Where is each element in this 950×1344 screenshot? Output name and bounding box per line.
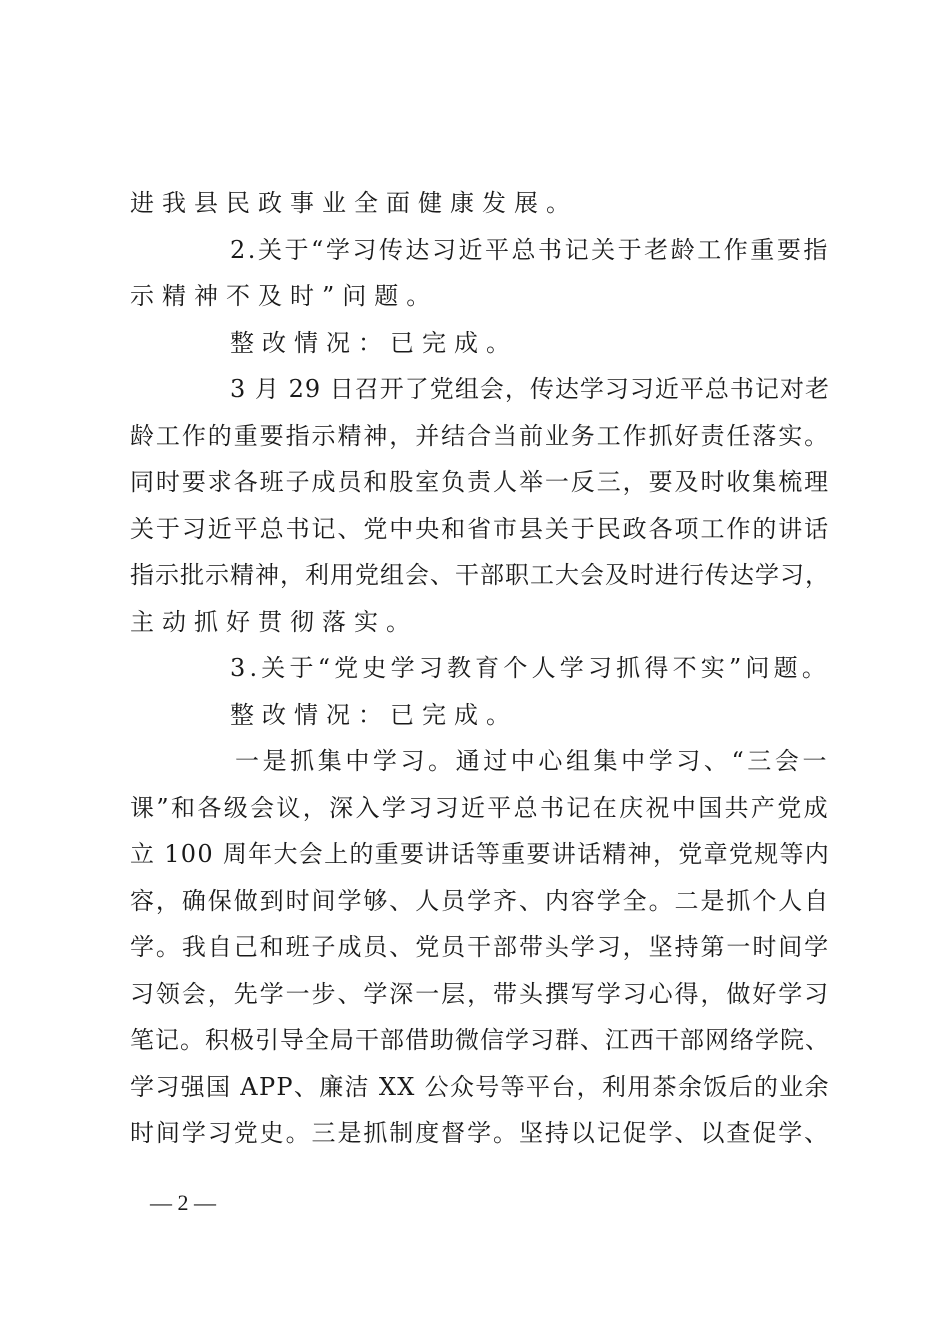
text-line: 学习强国 APP、廉洁 XX 公众号等平台，利用茶余饭后的业余 [130, 1072, 830, 1101]
text-line: 时间学习党史。三是抓制度督学。坚持以记促学、以查促学、 [130, 1119, 831, 1147]
text-line: 主动抓好贯彻落实。 [130, 607, 418, 636]
text-line: 同时要求各班子成员和股室负责人举一反三，要及时收集梳理 [130, 468, 831, 496]
text-line: 指示批示精神，利用党组会、干部职工大会及时进行传达学习， [130, 561, 830, 589]
text-line: 3 月 29 日召开了党组会，传达学习习近平总书记对老 [230, 375, 830, 403]
page-number: — 2 — [150, 1190, 216, 1215]
text-line: 进我县民政事业全面健康发展。 [130, 189, 578, 217]
text-line: 习领会，先学一步、学深一层，带头撰写学习心得，做好学习 [130, 979, 831, 1008]
text-line: 学。我自己和班子成员、党员干部带头学习，坚持第一时间学 [130, 933, 831, 961]
text-line: 容，确保做到时间学够、人员学齐、内容学全。二是抓个人自 [130, 886, 831, 915]
item-heading: 2.关于“学习传达习近平总书记关于老龄工作重要指 [230, 235, 830, 264]
text-line: 关于习近平总书记、党中央和省市县关于民政各项工作的讲话 [130, 514, 831, 543]
text-line: 课”和各级会议，深入学习习近平总书记在庆祝中国共产党成 [130, 793, 830, 822]
item-heading: 3.关于“党史学习教育个人学习抓得不实”问题。 [230, 654, 831, 682]
text-line: 一是抓集中学习。通过中心组集中学习、“三会一 [235, 747, 831, 775]
text-line: 龄工作的重要指示精神，并结合当前业务工作抓好责任落实。 [130, 421, 831, 450]
text-line: 示精神不及时”问题。 [130, 282, 439, 310]
body-text [130, 180, 830, 1157]
status-line: 整改情况：已完成。 [230, 700, 518, 729]
status-line: 整改情况：已完成。 [230, 328, 518, 357]
text-line: 立 100 周年大会上的重要讲话等重要讲话精神，党章党规等内 [130, 840, 831, 868]
text-line: 笔记。积极引导全局干部借助微信学习群、江西干部网络学院、 [130, 1026, 830, 1054]
